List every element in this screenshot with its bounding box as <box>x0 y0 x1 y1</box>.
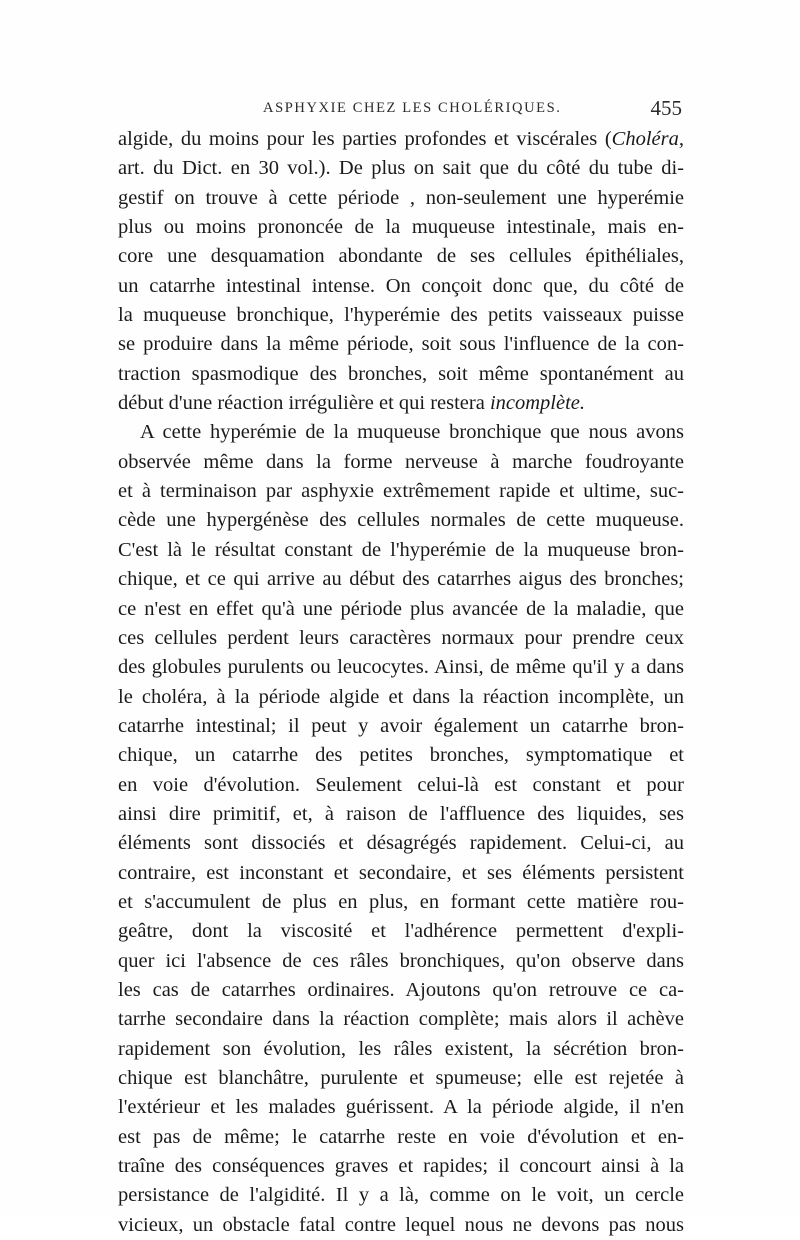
running-head: ASPHYXIE CHEZ LES CHOLÉRIQUES. <box>263 100 562 116</box>
text-line-content: le choléra, à la période algide et dans la réaction incomplète, un <box>118 685 684 708</box>
text-line-content: ce n'est en effet qu'à une période plus avancée de la maladie, que <box>118 597 684 620</box>
text-line <box>118 1211 684 1240</box>
text-line-content: chique, un catarrhe des petites bronches, symptomatique et <box>118 744 684 767</box>
text-line <box>118 947 684 976</box>
text-line <box>118 213 684 242</box>
text-line <box>118 448 684 477</box>
text-line <box>118 330 684 359</box>
text-line-content: tarrhe secondaire dans la réaction complète; mais alors il achève <box>118 1008 684 1031</box>
body-text <box>118 125 684 1240</box>
text-line <box>118 859 684 888</box>
text-line <box>118 800 684 829</box>
text-line-content: chique, et ce qui arrive au début des catarrhes aigus des bronches; <box>118 568 684 591</box>
text-line-content: cède une hypergénèse des cellules normales de cette muqueuse. <box>118 509 684 532</box>
text-line-content: l'extérieur et les malades guérissent. A la période algide, il n'en <box>118 1096 684 1119</box>
italic-text: incomplète. <box>489 392 586 415</box>
text-line-content: traîne des conséquences graves et rapides; il concourt ainsi à la <box>118 1155 684 1178</box>
text-line <box>118 1123 684 1152</box>
text-line <box>118 683 684 712</box>
italic-text: Choléra, <box>611 128 684 150</box>
text-line-content: catarrhe intestinal; il peut y avoir également un catarrhe bron- <box>118 714 684 737</box>
text-line <box>118 888 684 917</box>
text-line <box>118 1005 684 1034</box>
text-line-content: la muqueuse bronchique, l'hyperémie des petits vaisseaux puisse <box>118 304 684 327</box>
text-line <box>118 976 684 1005</box>
text-line-content: plus ou moins prononcée de la muqueuse intestinale, mais en- <box>118 216 684 239</box>
text-line-content: ces cellules perdent leurs caractères normaux pour prendre ceux <box>118 626 684 649</box>
text-line <box>118 1093 684 1122</box>
text-line-content: art. du Dict. en 30 vol.). De plus on sait que du côté du tube di- <box>118 157 684 180</box>
text-line-content: algide, du moins pour les parties profondes et viscérales ( <box>118 128 612 150</box>
text-line-content: chique est blanchâtre, purulente et spumeuse; elle est rejetée à <box>118 1067 684 1089</box>
text-line <box>118 1035 684 1064</box>
text-line <box>118 242 684 271</box>
text-line <box>118 360 684 389</box>
text-line <box>118 741 684 770</box>
text-line-content: éléments sont dissociés et désagrégés rapidement. Celui-ci, au <box>118 832 684 855</box>
text-line-content: début d'une réaction irrégulière et qui restera <box>118 392 490 415</box>
text-line-content: traction spasmodique des bronches, soit même spontanément au <box>118 362 684 385</box>
text-line <box>118 624 684 653</box>
text-line <box>118 477 684 506</box>
text-line-content: est pas de même; le catarrhe reste en voie d'évolution et en- <box>118 1125 684 1148</box>
text-line <box>118 653 684 682</box>
text-line-content: les cas de catarrhes ordinaires. Ajoutons qu'on retrouve ce ca- <box>118 978 684 1001</box>
text-line-content: core une desquamation abondante de ses cellules épithéliales, <box>118 245 684 268</box>
text-line <box>118 1181 684 1210</box>
text-line <box>118 154 684 183</box>
text-line-content: gestif on trouve à cette période , non-seulement une hyperémie <box>118 186 684 209</box>
text-line-content: geâtre, dont la viscosité et l'adhérence permettent d'expli- <box>118 920 684 943</box>
text-line-content: persistance de l'algidité. Il y a là, comme on le voit, un cercle <box>118 1184 684 1207</box>
text-line-content: et à terminaison par asphyxie extrêmement rapide et ultime, suc- <box>118 480 684 503</box>
text-line-content: un catarrhe intestinal intense. On conçoit donc que, du côté de <box>118 274 684 297</box>
text-line-content: observée même dans la forme nerveuse à marche foudroyante <box>118 450 684 473</box>
text-line-content: des globules purulents ou leucocytes. Ainsi, de même qu'il y a dans <box>118 656 684 679</box>
text-line <box>118 389 684 418</box>
text-line <box>118 712 684 741</box>
text-line <box>118 565 684 594</box>
text-line-content: ainsi dire primitif, et, à raison de l'affluence des liquides, ses <box>118 802 684 825</box>
page-header <box>118 96 684 126</box>
text-line <box>118 125 684 154</box>
text-line <box>118 272 684 301</box>
text-line-content: C'est là le résultat constant de l'hyperémie de la muqueuse bron- <box>118 538 684 561</box>
text-line-content: se produire dans la même période, soit sous l'influence de la con- <box>118 333 684 356</box>
text-line-content: contraire, est inconstant et secondaire, et ses éléments persistent <box>118 861 684 884</box>
text-line <box>118 1064 684 1093</box>
text-line <box>118 536 684 565</box>
text-line <box>118 301 684 330</box>
text-line <box>118 771 684 800</box>
text-line-content: et s'accumulent de plus en plus, en formant cette matière rou- <box>118 890 684 913</box>
text-line <box>118 829 684 858</box>
text-line <box>118 418 684 447</box>
text-line-content: vicieux, un obstacle fatal contre lequel nous ne devons pas nous <box>118 1213 684 1236</box>
text-line <box>118 595 684 624</box>
text-line <box>118 1152 684 1181</box>
text-line-content: en voie d'évolution. Seulement celui-là est constant et pour <box>118 773 684 796</box>
page-number: 455 <box>650 96 682 120</box>
text-line <box>118 917 684 946</box>
text-line-content: A cette hyperémie de la muqueuse bronchique que nous avons <box>140 421 684 444</box>
text-line-content: quer ici l'absence de ces râles bronchiques, qu'on observe dans <box>118 949 684 972</box>
text-line-content: rapidement son évolution, les râles existent, la sécrétion bron- <box>118 1037 684 1060</box>
text-line <box>118 184 684 213</box>
text-line <box>118 506 684 535</box>
